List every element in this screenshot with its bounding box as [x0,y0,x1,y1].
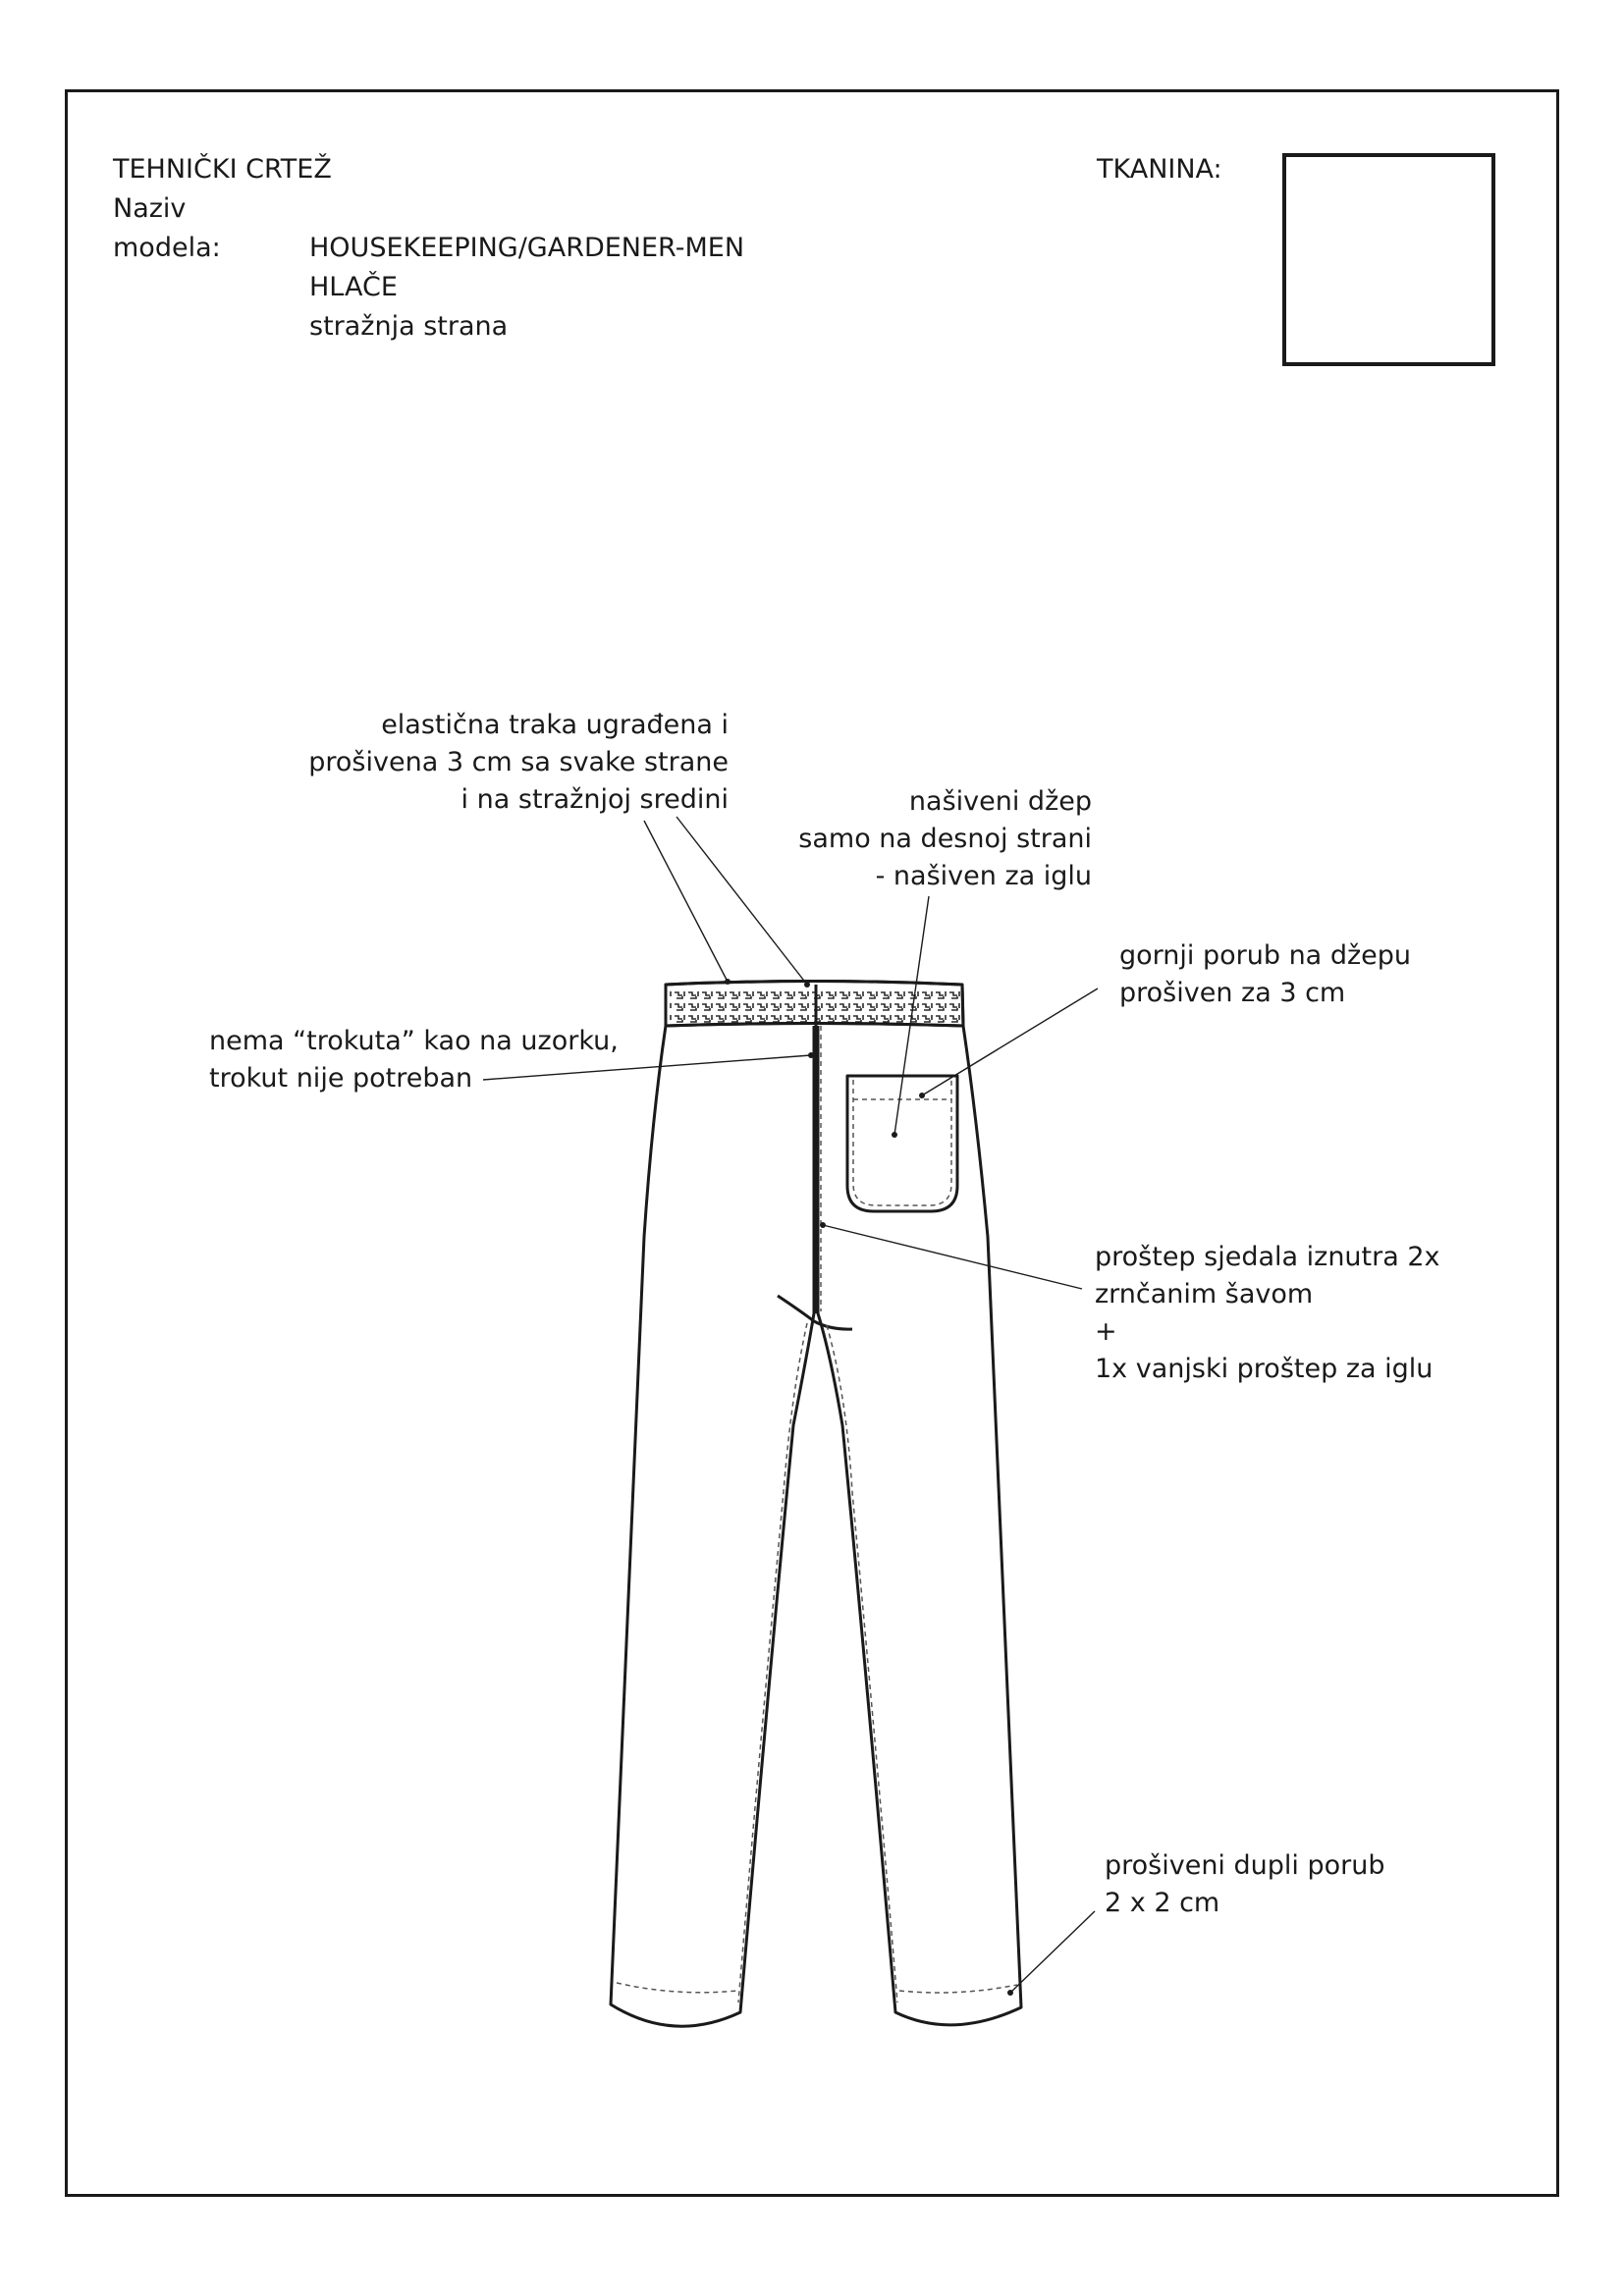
garment-type: HLAČE [309,272,398,302]
leg-hem-leader [1010,1911,1095,1993]
leader-arrowheads [725,979,1013,1996]
patch-pocket-note-line: samo na desnoj strani [798,824,1092,854]
waistband-leader-2 [677,817,807,985]
waistband-leader-1 [644,821,728,982]
waistband-note-line: i na stražnjoj sredini [460,784,729,815]
no-triangle-leader [483,1055,811,1080]
patch-pocket [847,1076,957,1211]
patch-pocket-note-line: našiveni džep [908,786,1092,817]
leg-hem-note-line: 2 x 2 cm [1105,1888,1220,1918]
model-name-label: Naziv [113,193,187,224]
left-hem-stitch [617,1983,736,1993]
left-leg [611,1026,814,2026]
fabric-label: TKANINA: [1097,154,1222,185]
right-hem-stitch [899,1985,1017,1993]
pocket-hem-note-line: prošiven za 3 cm [1119,978,1346,1008]
drawing-title: TEHNIČKI CRTEŽ [113,154,332,185]
waistband-note-line: prošivena 3 cm sa svake strane [308,747,729,777]
no-triangle-note-line: nema “trokuta” kao na uzorku, [209,1026,619,1056]
leg-hem-note-line: prošiveni dupli porub [1105,1850,1385,1881]
trousers-outline [611,982,1021,2027]
model-name-value: HOUSEKEEPING/GARDENER-MEN [309,233,745,263]
seat-seam-note-line: 1x vanjski proštep za iglu [1095,1354,1434,1384]
seat-seam-leader [823,1225,1082,1289]
seat-seam-note-line: zrnčanim šavom [1095,1279,1314,1309]
waistband-note-line: elastična traka ugrađena i [381,710,729,740]
seat-seam-note-line: proštep sjedala iznutra 2x [1095,1242,1440,1272]
no-triangle-note-line: trokut nije potreban [209,1063,473,1094]
seat-seam-note-line: + [1095,1316,1117,1347]
view-side: stražnja strana [309,311,509,342]
pocket-edge-stitch [853,1080,951,1205]
patch-pocket-note-line: - našiven za iglu [875,861,1092,891]
model-name-label-2: modela: [113,233,221,263]
pocket-hem-note-line: gornji porub na džepu [1119,940,1411,971]
